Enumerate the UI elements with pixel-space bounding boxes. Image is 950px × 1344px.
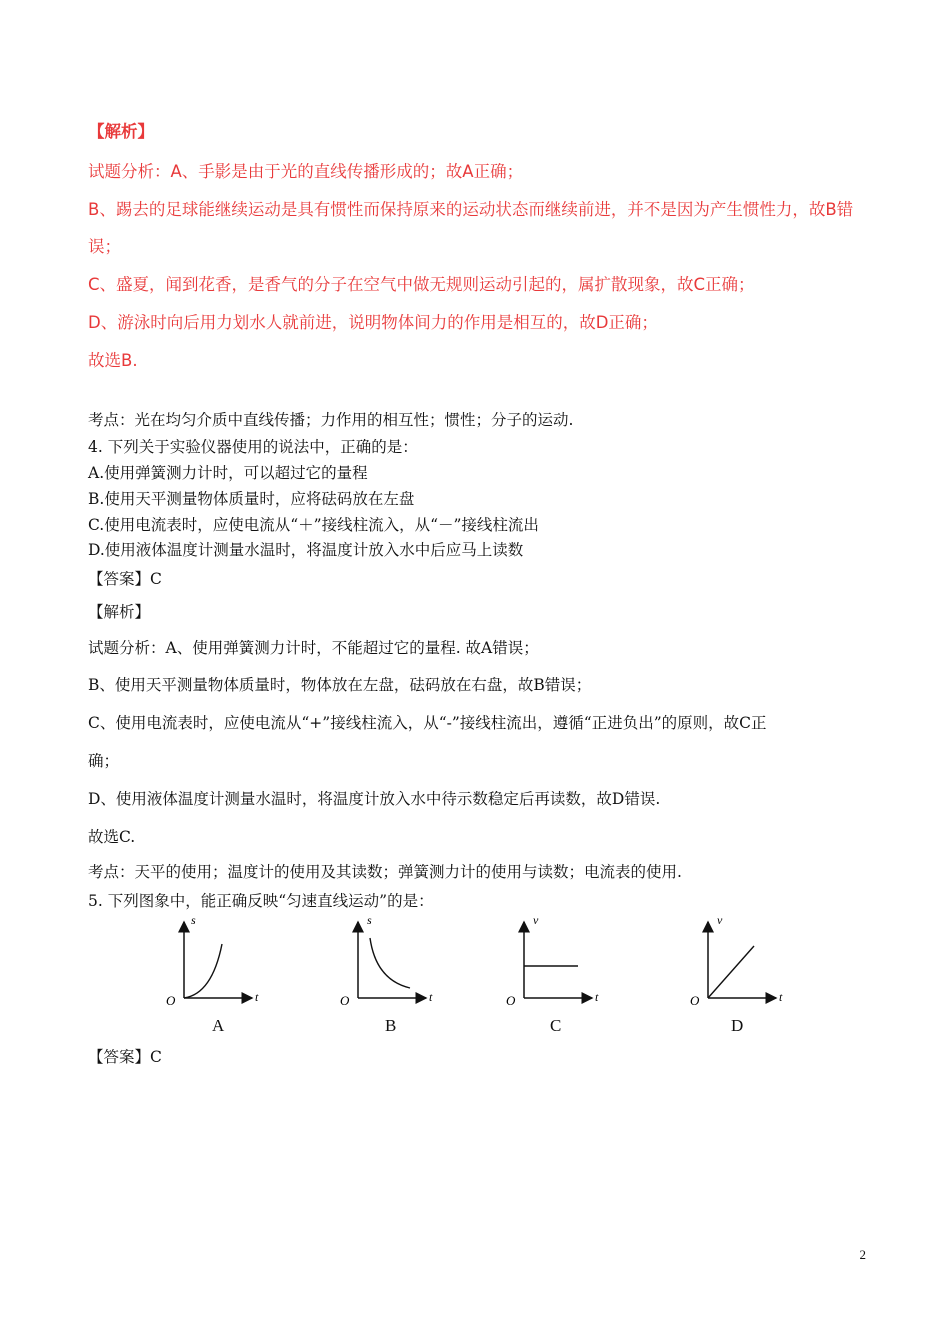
- graph-label: B: [385, 1016, 397, 1035]
- answer-label: 【答案】C: [88, 1048, 162, 1066]
- x-axis-label: t: [255, 990, 259, 1004]
- analysis-line: C、使用电流表时，应使电流从“+”接线柱流入，从“-”接线柱流出，遵循“正进负出”的原则，故C正: [88, 714, 767, 732]
- page-number: 2: [859, 1247, 866, 1262]
- analysis-line: 试题分析：A、手影是由于光的直线传播形成的；故A正确；: [88, 162, 524, 181]
- kaodian-line: 考点：天平的使用；温度计的使用及其读数；弹簧测力计的使用与读数；电流表的使用.: [88, 863, 682, 881]
- graph-d: [684, 908, 824, 1048]
- graph-curve: [370, 938, 410, 988]
- graph-label: A: [212, 1016, 225, 1035]
- analysis-line: B、使用天平测量物体质量时，物体放在左盘，砝码放在右盘，故B错误；: [88, 676, 592, 694]
- origin-label: O: [340, 993, 350, 1008]
- graph-label: C: [550, 1016, 562, 1035]
- graph-label: D: [731, 1016, 744, 1035]
- x-axis-label: t: [429, 990, 433, 1004]
- analysis-header: 【解析】: [88, 122, 154, 141]
- graph-b: [334, 908, 474, 1048]
- option-a: A.使用弹簧测力计时，可以超过它的量程: [88, 464, 368, 482]
- answer-label: 【答案】C: [88, 570, 162, 588]
- option-d: D.使用液体温度计测量水温时，将温度计放入水中后应马上读数: [88, 541, 524, 559]
- option-c: C.使用电流表时，应使电流从“＋”接线柱流入，从“－”接线柱流出: [88, 516, 539, 534]
- origin-label: O: [506, 993, 516, 1008]
- question-stem: 4. 下列关于实验仪器使用的说法中，正确的是：: [88, 438, 418, 456]
- analysis-header: 【解析】: [88, 603, 151, 621]
- y-axis-label: v: [533, 913, 539, 927]
- analysis-line: 故选B.: [88, 351, 138, 370]
- analysis-line: D、游泳时向后用力划水人就前进，说明物体间力的作用是相互的，故D正确；: [88, 313, 658, 332]
- kaodian-line: 考点：光在均匀介质中直线传播；力作用的相互性；惯性；分子的运动.: [88, 411, 574, 429]
- x-axis-label: t: [779, 990, 783, 1004]
- origin-label: O: [166, 993, 176, 1008]
- analysis-line: 试题分析：A、使用弹簧测力计时，不能超过它的量程. 故A错误；: [88, 639, 539, 657]
- analysis-line: D、使用液体温度计测量水温时，将温度计放入水中待示数稳定后再读数，故D错误.: [88, 790, 661, 808]
- origin-label: O: [690, 993, 700, 1008]
- graph-curve: [708, 946, 754, 998]
- question-stem: 5. 下列图象中，能正确反映“匀速直线运动”的是：: [88, 892, 434, 910]
- analysis-line: 确；: [88, 752, 120, 770]
- y-axis-label: v: [717, 913, 723, 927]
- analysis-line: C、盛夏，闻到花香，是香气的分子在空气中做无规则运动引起的，属扩散现象，故C正确；: [88, 275, 755, 294]
- graph-curve: [184, 944, 222, 998]
- graph-a: [160, 908, 300, 1048]
- analysis-line: 故选C.: [88, 828, 136, 846]
- x-axis-label: t: [595, 990, 599, 1004]
- analysis-line: B、踢去的足球能继续运动是具有惯性而保持原来的运动状态而继续前进，并不是因为产生惯性力，故B错: [88, 200, 854, 219]
- y-axis-label: s: [367, 913, 372, 927]
- graph-c: [500, 908, 640, 1048]
- option-b: B.使用天平测量物体质量时，应将砝码放在左盘: [88, 490, 415, 508]
- y-axis-label: s: [191, 913, 196, 927]
- analysis-line: 误；: [88, 237, 121, 256]
